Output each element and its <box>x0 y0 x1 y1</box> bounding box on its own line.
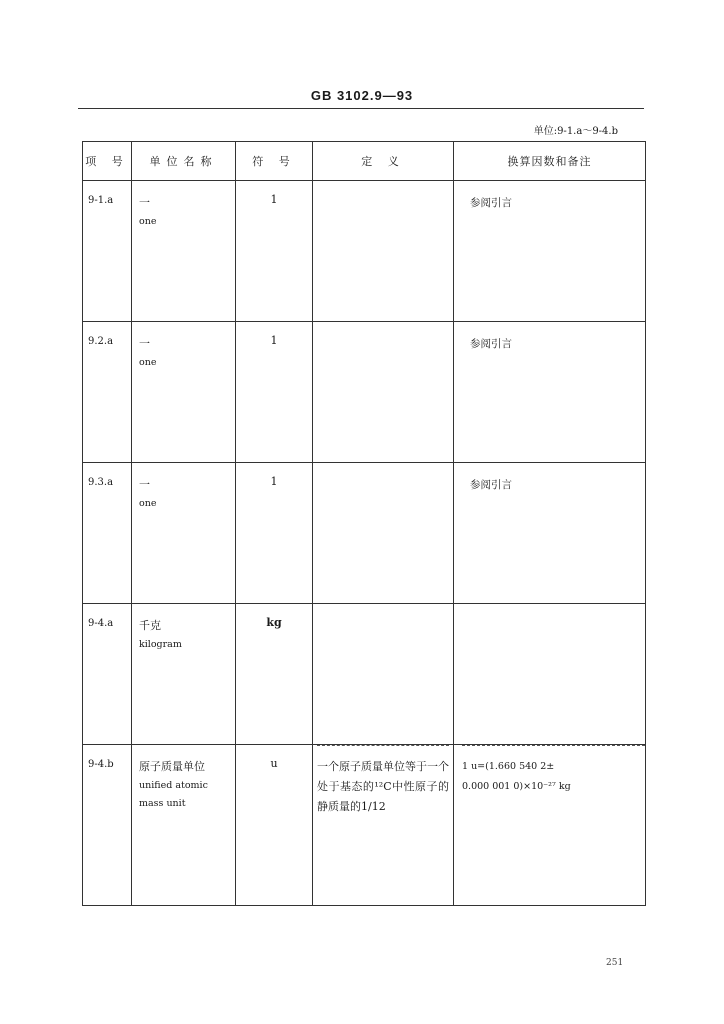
unit-name-en: one <box>139 216 157 227</box>
table-row <box>83 322 646 463</box>
unit-name-cn: 一 <box>139 478 150 491</box>
unit-definition <box>313 463 453 475</box>
standard-code: GB 3102.9—93 <box>310 88 414 103</box>
header-rule <box>78 108 644 109</box>
item-number: 9.2.a <box>88 336 114 347</box>
unit-name-en-line2: mass unit <box>139 798 186 809</box>
header-definition: 定 义 <box>313 142 454 181</box>
definition-text: 一个原子质量单位等于一个处于基态的¹²C中性原子的静质量的1/12 <box>317 760 449 813</box>
table-row <box>83 463 646 604</box>
unit-remark: 参阅引言 <box>470 479 512 491</box>
conversion-factor-line1: 1 u=(1.660 540 2± <box>462 761 555 772</box>
header-symbol: 符 号 <box>236 142 313 181</box>
unit-remark: 参阅引言 <box>470 197 512 209</box>
unit-definition <box>313 322 453 334</box>
unit-name-en-line1: unified atomic <box>139 780 208 791</box>
table-row <box>83 181 646 322</box>
unit-name-cn: 一 <box>139 337 150 350</box>
item-number: 9.3.a <box>88 477 114 488</box>
unit-name-cn: 一 <box>139 196 150 209</box>
unit-symbol: kg <box>266 616 282 629</box>
unit-definition <box>313 745 453 817</box>
unit-definition <box>313 181 453 193</box>
unit-remark: 参阅引言 <box>470 338 512 350</box>
unit-name-en: kilogram <box>139 639 182 650</box>
unit-name-cn: 原子质量单位 <box>139 760 205 773</box>
table-row <box>83 745 646 906</box>
unit-remark <box>454 604 645 616</box>
header-unit-name: 单位名称 <box>132 142 236 181</box>
unit-definition <box>313 604 453 616</box>
dashed-rule <box>317 745 449 746</box>
unit-symbol: 1 <box>270 193 278 206</box>
header-remarks: 换算因数和备注 <box>454 142 646 181</box>
conversion-factor-line2: 0.000 001 0)×10⁻²⁷ kg <box>462 781 571 792</box>
item-number: 9-4.b <box>88 759 114 770</box>
page-number: 251 <box>606 958 624 968</box>
table-header-row <box>83 142 646 181</box>
table-row <box>83 604 646 745</box>
unit-name-en: one <box>139 498 157 509</box>
unit-remark <box>454 745 645 797</box>
unit-name-en: one <box>139 357 157 368</box>
unit-range-label: 单位:9-1.a～9-4.b <box>533 126 618 137</box>
unit-symbol: 1 <box>270 475 278 488</box>
dashed-rule <box>462 745 645 746</box>
item-number: 9-1.a <box>88 195 114 206</box>
unit-name-cn: 千克 <box>139 619 161 632</box>
units-table <box>82 141 646 906</box>
unit-symbol: 1 <box>270 334 278 347</box>
header-item: 项 号 <box>83 142 132 181</box>
item-number: 9-4.a <box>88 618 114 629</box>
unit-symbol: u <box>270 757 278 770</box>
